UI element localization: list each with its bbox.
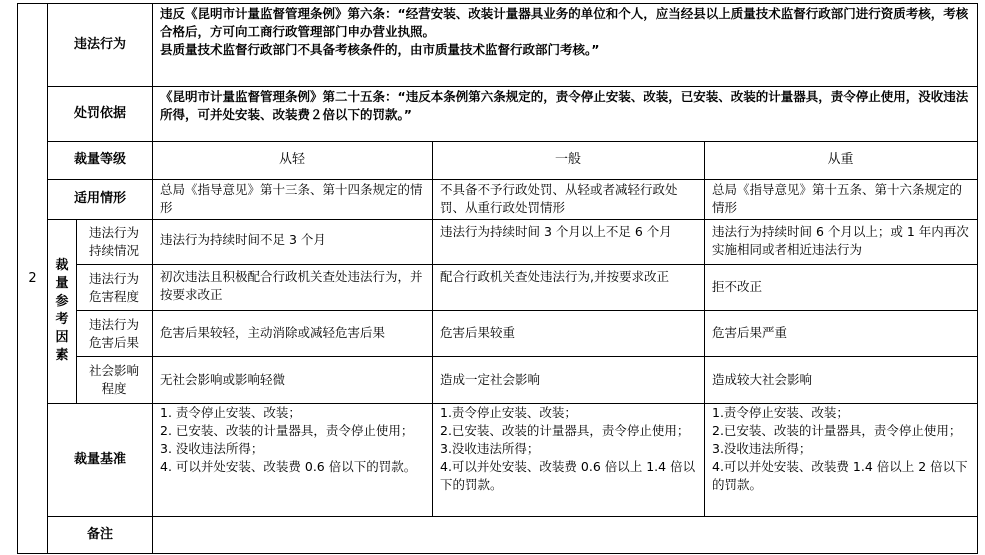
rule [76,264,978,265]
rule [47,141,978,142]
factor-harm-result-normal: 危害后果较重 [440,325,516,340]
rule [47,86,978,87]
scope-light: 总局《指导意见》第十三条、第十四条规定的情形 [160,182,423,215]
factor-social-impact-light: 无社会影响或影响轻微 [160,372,286,387]
factor-social-impact-normal: 造成一定社会影响 [440,372,541,387]
rule [47,516,978,517]
level-normal: 一般 [554,152,581,167]
rule [17,4,18,553]
factor-harm-degree-light: 初次违法且积极配合行政机关查处违法行为，并按要求改正 [160,269,423,302]
levels-label: 裁量等级 [73,152,126,167]
scope-normal: 不具备不予行政处罚、从轻或者减轻行政处罚、从重行政处罚情形 [440,182,678,215]
level-heavy: 从重 [827,152,854,167]
benchmark-light: 1. 责令停止安装、改装； 2. 已安装、改装的计量器具，责令停止使用； 3. 没收违法所得； 4. 可以并处安装、改装费 0.6 倍以下的罚款。 [160,405,417,474]
factor-social-impact-label: 社会影响程度 [88,363,139,396]
rule [47,219,978,220]
factor-harm-degree-label: 违法行为危害程度 [88,270,139,304]
rule [76,219,77,403]
factor-social-impact-heavy: 造成较大社会影响 [712,372,813,387]
rule [17,553,978,554]
benchmark-heavy: 1.责令停止安装、改装； 2.已安装、改装的计量器具，责令停止使用； 3.没收违法所得； 4.可以并处安装、改装费 1.4 倍以上 2 倍以下的罚款。 [712,405,968,492]
benchmark-normal: 1.责令停止安装、改装； 2.已安装、改装的计量器具，责令停止使用； 3.没收违法所得； 4.可以并处安装、改装费 0.6 倍以上 1.4 倍以下的罚款。 [440,405,696,492]
scope-heavy: 总局《指导意见》第十五条、第十六条规定的情形 [712,182,963,215]
basis-label: 处罚依据 [73,105,126,121]
factor-duration-normal: 违法行为持续时间 3 个月以上不足 6 个月 [440,224,672,239]
factor-harm-result-light: 危害后果较轻，主动消除或减轻危害后果 [160,325,386,340]
rule [704,141,705,516]
benchmark-label: 裁量基准 [73,451,126,467]
basis-text: 《昆明市计量监督管理条例》第二十五条：“违反本条例第六条规定的，责令停止安装、改装，已安装、改装的计量器具，责令停止使用，没收违法所得，可并处安装、改装费２倍以下的罚款。” [160,89,969,122]
rule [47,403,978,404]
factor-duration-light: 违法行为持续时间不足 3 个月 [160,232,326,247]
factor-harm-result-label: 违法行为危害后果 [88,316,139,350]
level-light: 从轻 [278,152,305,167]
rule [17,3,978,4]
rule [76,356,978,357]
rule [47,179,978,180]
violation-label: 违法行为 [73,37,126,52]
factor-duration-label: 违法行为持续情况 [88,225,139,258]
violation-text: 违反《昆明市计量监督管理条例》第六条：“经营安装、改装计量器具业务的单位和个人，应当经县以上质量技术监督行政部门进行资质考核，考核合格后，方可向工商行政管理部门申办营业执照。 县质量技术监督行政部门不具备考核条件的，由市质量技术监督行政部门考核。” [160,6,969,57]
factors-label: 裁量参考因素 [55,258,69,363]
factor-harm-degree-heavy: 拒不改正 [712,279,763,294]
factor-harm-result-heavy: 危害后果严重 [712,325,788,340]
factor-duration-heavy: 违法行为持续时间 6 个月以上；或 1 年内再次实施相同或者相近违法行为 [712,224,969,257]
factor-harm-degree-normal: 配合行政机关查处违法行为,并按要求改正 [440,269,669,284]
rule [76,310,978,311]
rule [432,141,433,516]
remarks-label: 备注 [86,526,113,542]
row-number: 2 [28,270,37,286]
remarks-content [154,518,977,551]
scope-label: 适用情形 [73,191,126,206]
